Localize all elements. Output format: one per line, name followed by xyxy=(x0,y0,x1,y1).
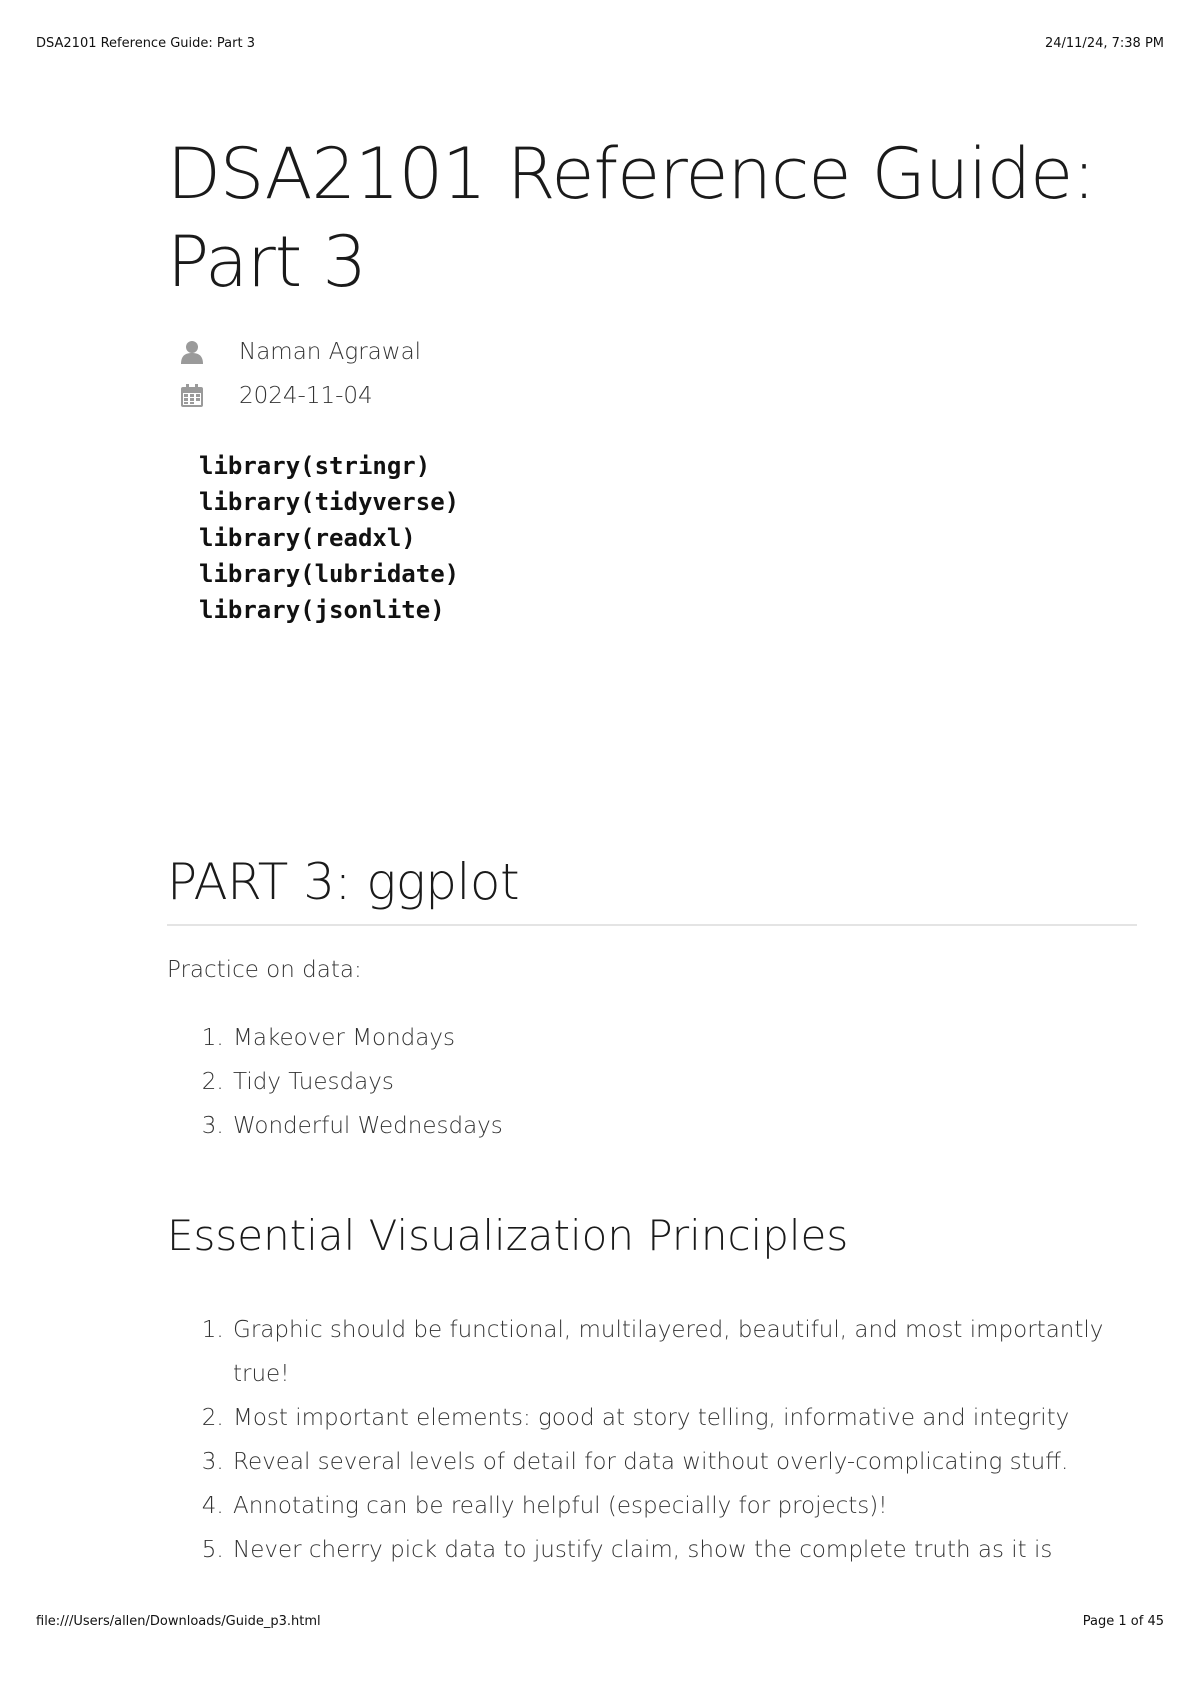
section-title: PART 3: ggplot xyxy=(167,850,1137,926)
print-footer xyxy=(36,1614,1164,1629)
practice-intro: Practice on data: xyxy=(167,957,362,983)
code-block xyxy=(199,448,1137,628)
code-line: library(readxl) xyxy=(199,524,416,552)
publish-date: 2024-11-04 xyxy=(239,383,373,409)
code-line: library(lubridate) xyxy=(199,560,460,588)
author-name: Naman Agrawal xyxy=(239,339,422,365)
code-line: library(tidyverse) xyxy=(199,488,460,516)
user-icon xyxy=(179,339,205,365)
list-item: 1. Makeover Mondays xyxy=(231,1016,1137,1060)
author-row xyxy=(179,330,1137,374)
document-content xyxy=(167,130,1137,1572)
practice-list xyxy=(167,1016,1137,1148)
list-item: 4. Annotating can be really helpful (especially for projects)! xyxy=(231,1484,1137,1528)
print-header-title: DSA2101 Reference Guide: Part 3 xyxy=(36,36,255,51)
document-meta xyxy=(179,330,1137,418)
print-header xyxy=(36,36,1164,51)
print-footer-file-path: file:///Users/allen/Downloads/Guide_p3.html xyxy=(36,1614,321,1629)
list-item: 2. Most important elements: good at story telling, informative and integrity xyxy=(231,1396,1137,1440)
list-item: 3. Reveal several levels of detail for data without overly-complicating stuff. xyxy=(231,1440,1137,1484)
code-line: library(jsonlite) xyxy=(199,596,445,624)
page-title-line-1: DSA2101 Reference Guide: xyxy=(167,133,1095,215)
page-title xyxy=(167,130,1137,306)
list-item: 1. Graphic should be functional, multilayered, beautiful, and most importantly true! xyxy=(231,1308,1137,1396)
date-row xyxy=(179,374,1137,418)
calendar-icon xyxy=(179,383,205,409)
list-item: 5. Never cherry pick data to justify claim, show the complete truth as it is xyxy=(231,1528,1137,1572)
print-footer-page-info: Page 1 of 45 xyxy=(1082,1614,1164,1629)
list-item: 3. Wonderful Wednesdays xyxy=(231,1104,1137,1148)
code-line: library(stringr) xyxy=(199,452,431,480)
page-title-line-2: Part 3 xyxy=(167,221,366,303)
subsection-title: Essential Visualization Principles xyxy=(167,1211,849,1260)
principles-list xyxy=(167,1308,1137,1572)
print-header-datetime: 24/11/24, 7:38 PM xyxy=(1044,36,1164,51)
list-item: 2. Tidy Tuesdays xyxy=(231,1060,1137,1104)
